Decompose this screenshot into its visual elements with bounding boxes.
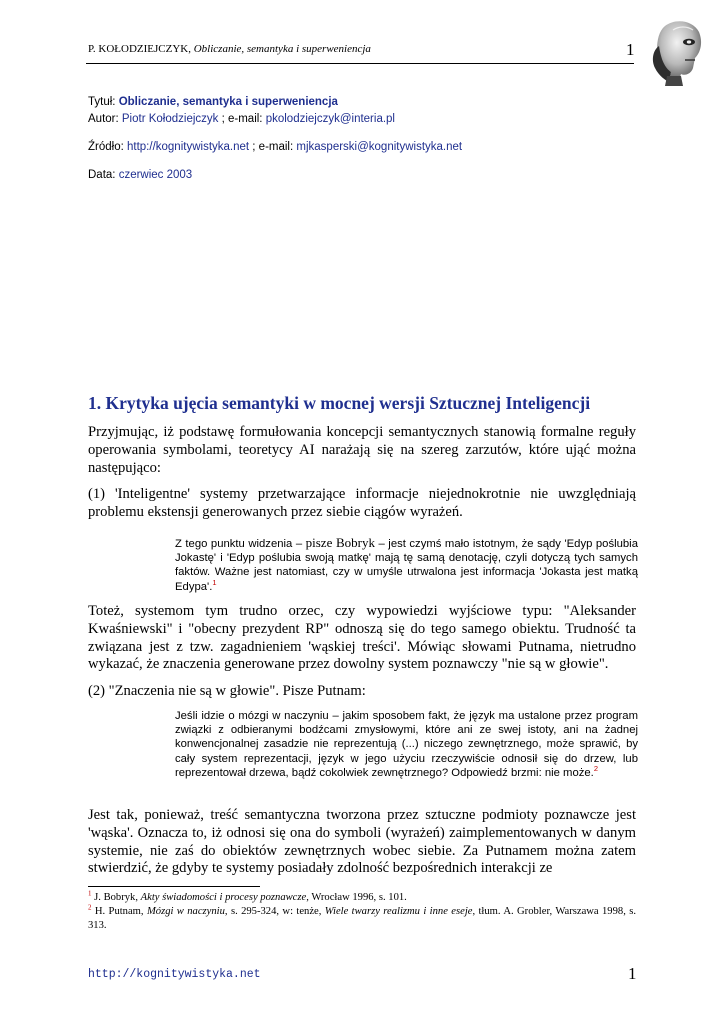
meta-author-line [88, 112, 395, 126]
footnote-2-pre: H. Putnam, [91, 906, 147, 917]
footnote-1-num: 1 [88, 889, 92, 898]
footnote-2-title-2: Wiele twarzy realizmu i inne eseje [324, 906, 473, 917]
footnote-2-mid: , s. 295-324, w: tenże, [224, 906, 325, 917]
quote-2-text: Jeśli idzie o mózgi w naczyniu – jakim sposobem fakt, że język ma ustalone przez program związki z odbieranymi bodźcami zmysłowymi, które ani ze swej istoty, ani na żadnej konwencjonalnej zasadzie nie reprezentują (...) niczego zewnętrznego, może sprawić, by cały system reprezentacji, język w jego użyciu rzeczywiście odnosił się do drzew, lub reprezentował drzewa, bądź cokolwiek zewnętrznego? Odpowiedź brzmi: nie może. [175, 710, 638, 779]
footnote-2 [88, 905, 636, 933]
meta-date-value: czerwiec 2003 [118, 169, 193, 181]
meta-author-label: Autor: [88, 113, 122, 125]
paragraph-4: (2) "Znaczenia nie są w głowie". Pisze Putnam: [88, 683, 366, 699]
footnote-ref-1[interactable]: 1 [212, 577, 217, 587]
footnote-rule [88, 886, 260, 887]
footnote-1 [88, 891, 636, 905]
paragraph-5: Jest tak, ponieważ, treść semantyczna tworzona przez sztuczne podmioty poznawcze jest 'wąska'. Oznacza to, iż odnosi się ona do symboli (wyrażeń) zaimplementowanych w danym systemie, nie zaś do obiektów zewnętrznych wobec siebie. Za Putnamem można zatem stwierdzić, że gdyby te systemy posiadały zdolność bezpośrednich interakcji ze [88, 807, 636, 877]
meta-title-label: Tytuł: [88, 96, 119, 108]
paragraph-1: Przyjmując, iż podstawę formułowania koncepcji semantycznych stanowią formalne reguły operowania symbolami, teoretycy AI narażają się na szereg zarzutów, które ująć można następująco: [88, 424, 636, 476]
footnote-1-post: , Wrocław 1996, s. 101. [306, 892, 407, 903]
meta-date-line [88, 168, 192, 182]
meta-source-email-link[interactable]: mjkasperski@kognitywistyka.net [296, 141, 463, 153]
running-header [88, 42, 371, 56]
footer-url-link[interactable]: http://kognitywistyka.net [88, 968, 261, 981]
footnote-2-post: , tłum. A. Grobler, Warszawa 1998, s. 313. [88, 906, 636, 931]
paragraph-2: (1) 'Inteligentne' systemy przetwarzające informacje niejednokrotnie nie uwzględniają problemu ekstensji generowanych przez siebie ciągów wyrażeń. [88, 486, 636, 520]
footnote-2-title: Mózgi w naczyniu [146, 906, 225, 917]
quote-1-part-a: Z tego punktu widzenia – [175, 538, 306, 550]
header-rule [86, 63, 634, 64]
footer-page-number: 1 [628, 964, 637, 983]
meta-author-email-link[interactable]: pkolodziejczyk@interia.pl [265, 113, 395, 125]
meta-source-line [88, 140, 462, 154]
meta-source-link[interactable]: http://kognitywistyka.net [127, 141, 250, 153]
footnote-1-title: Akty świadomości i procesy poznawcze [140, 892, 307, 903]
meta-author-value[interactable]: Piotr Kołodziejczyk [121, 113, 219, 125]
meta-source-sep: ; e-mail: [249, 141, 297, 153]
header-title: Obliczanie, semantyka i superweniencja [193, 43, 371, 55]
meta-title-value: Obliczanie, semantyka i superweniencja [118, 96, 338, 108]
header-author: P. KOŁODZIEJCZYK, [88, 43, 191, 55]
meta-source-label: Źródło: [88, 141, 127, 153]
meta-author-sep: ; e-mail: [218, 113, 266, 125]
robot-head-icon [645, 16, 707, 88]
quote-putnam [175, 709, 638, 780]
section-heading: 1. Krytyka ujęcia semantyki w mocnej wersji Sztucznej Inteligencji [88, 393, 591, 413]
paragraph-3: Toteż, systemom tym trudno orzec, czy wypowiedzi wyjściowe typu: "Aleksander Kwaśniewski" i "obecny prezydent RP" odnoszą się do tego samego obiektu. Trudność ta związana jest z tzw. zagadnieniem 'wąskiej treści'. Mówiąc słowami Putnama, nietrudno wykazać, że znaczenia generowane przez dowolny system poznawczy "nie są w głowie". [88, 603, 636, 673]
meta-title-line [88, 95, 338, 109]
quote-1-part-c: – jest czymś mało istotnym, że sądy 'Edyp poślubia Jokastę' i 'Edyp poślubia swoją matkę' mają tę samą denotację, czyli dotyczą tych samych faktów. Ważne jest natomiast, czy w umyśle utrwalona jest informacja 'Jokasta jest matką Edypa'. [175, 538, 638, 593]
footnote-ref-2[interactable]: 2 [593, 764, 598, 774]
footnote-2-num: 2 [88, 903, 92, 912]
header-page-number: 1 [626, 40, 635, 59]
footnote-1-pre: J. Bobryk, [91, 892, 141, 903]
meta-date-label: Data: [88, 169, 119, 181]
quote-bobryk [175, 536, 638, 594]
quote-1-part-b: pisze Bobryk [305, 535, 375, 550]
